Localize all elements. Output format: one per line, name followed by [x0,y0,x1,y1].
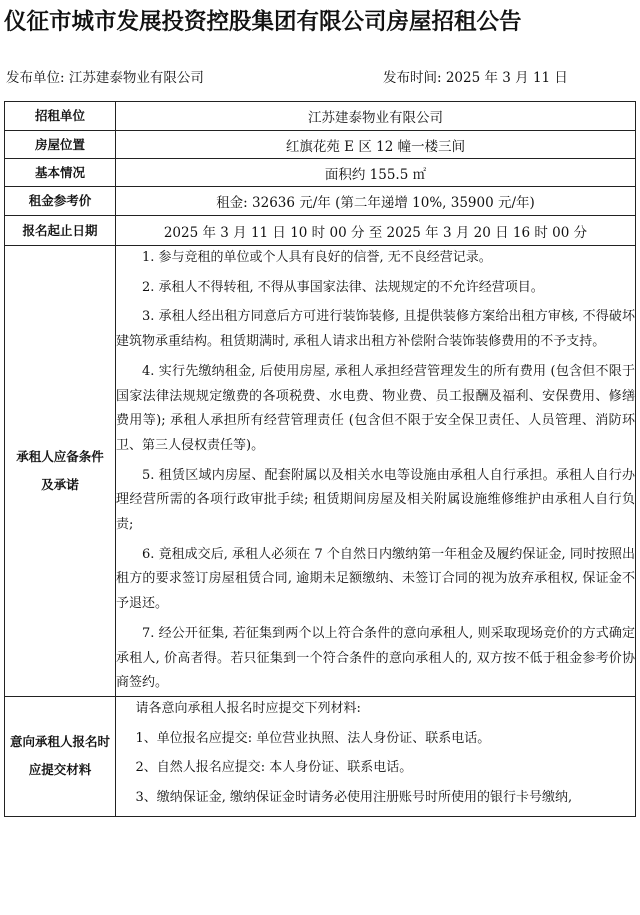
row-basic [5,159,636,187]
condition-item: 3. 承租人经出租方同意后方可进行装饰装修, 且提供装修方案给出租方审核, 不得破坏建筑物承重结构。租赁期满时, 承租人请求出租方补偿附合装饰装修费用的不予支持。 [116,309,635,350]
row-lessor [5,102,636,131]
material-item: 2、自然人报名应提交: 本人身份证、联系电话。 [135,760,413,776]
material-item: 1、单位报名应提交: 单位营业执照、法人身份证、联系电话。 [135,730,491,746]
conditions-label [5,246,116,697]
materials-label-line1: 意向承租人报名时 [9,734,110,750]
rent-label: 租金参考价 [5,187,116,216]
materials-label-line2: 应提交材料 [28,762,92,778]
lessor-value: 江苏建泰物业有限公司 [116,102,636,131]
location-value: 红旗花苑 E 区 12 幢一楼三间 [116,131,636,159]
condition-item: 4. 实行先缴纳租金, 后使用房屋, 承租人承担经营管理发生的所有费用 (包含但不限于国家法律法规规定缴费的各项税费、水电费、物业费、员工报酬及福利、安保费用、修缮费用等); 承租人承担所有经营管理责任 (包含但不限于安全保卫责任、人员管理、消防环卫、第三人侵权责任等)。 [116,363,635,453]
location-label: 房屋位置 [5,131,116,159]
condition-item: 5. 租赁区域内房屋、配套附属以及相关水电等设施由承租人自行承担。承租人自行办理经营所需的各项行政审批手续; 租赁期间房屋及相关附属设施维修维护由承租人自行负责; [116,467,635,533]
basic-label: 基本情况 [5,159,116,187]
materials-content [116,696,636,816]
notice-table [4,101,636,817]
row-materials [5,696,636,816]
materials-label [5,696,116,816]
condition-item: 1. 参与竞租的单位或个人具有良好的信誉, 无不良经营记录。 [142,250,492,265]
rent-value: 租金: 32636 元/年 (第二年递增 10%, 35900 元/年) [116,187,636,216]
publisher-line: 发布单位: 江苏建泰物业有限公司 [6,70,204,86]
period-label: 报名起止日期 [5,216,116,246]
conditions-label-line2: 及承诺 [41,476,79,492]
condition-item: 6. 竟租成交后, 承租人必须在 7 个自然日内缴纳第一年租金及履约保证金, 同时按照出租方的要求签订房屋租赁合同, 逾期未足额缴纳、未签订合同的视为放弃承租权, 保证金不予退还。 [116,546,635,612]
row-period [5,216,636,246]
row-rent [5,187,636,216]
notice-title: 仪征市城市发展投资控股集团有限公司房屋招租公告 [4,9,522,35]
row-location [5,131,636,159]
material-item: 3、缴纳保证金, 缴纳保证金时请务必使用注册账号时所使用的银行卡号缴纳, [135,790,573,806]
condition-item: 2. 承租人不得转租, 不得从事国家法律、法规规定的不允许经营项目。 [142,279,544,295]
conditions-label-line1: 承租人应备条件 [16,448,104,464]
period-value: 2025 年 3 月 11 日 10 时 00 分 至 2025 年 3 月 20 日 16 时 00 分 [116,216,636,246]
basic-value: 面积约 155.5 ㎡ [116,159,636,187]
materials-intro: 请各意向承租人报名时应提交下列材料: [135,700,361,716]
lessor-label: 招租单位 [5,102,116,131]
condition-item: 7. 经公开征集, 若征集到两个以上符合条件的意向承租人, 则采取现场竞价的方式确定承租人, 价高者得。若只征集到一个符合条件的意向承租人的, 双方按不低于租金参考价协商签约。 [116,625,635,691]
conditions-content [116,246,636,697]
row-conditions [5,246,636,697]
publish-time-line: 发布时间: 2025 年 3 月 11 日 [383,70,568,86]
